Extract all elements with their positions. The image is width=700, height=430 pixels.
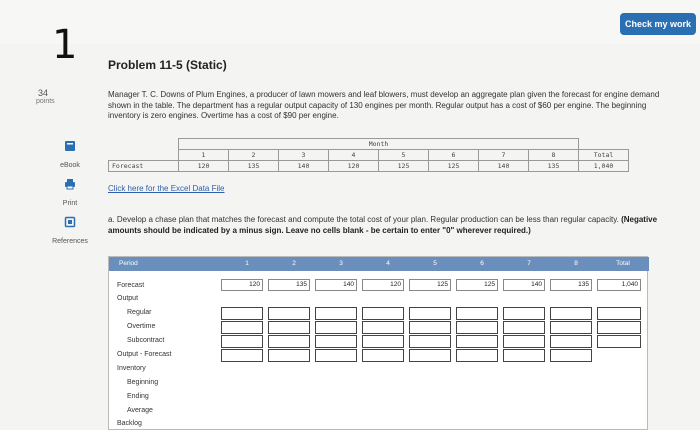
answer-input[interactable]	[362, 321, 404, 334]
total-header: Total	[616, 260, 630, 267]
grid-header	[109, 257, 649, 271]
answer-grid	[108, 256, 648, 430]
answer-input[interactable]	[597, 335, 641, 348]
forecast-cell: 135	[229, 161, 279, 172]
answer-input[interactable]	[362, 349, 404, 362]
row-label-overtime: Overtime	[127, 323, 156, 330]
month-cell: 3	[279, 150, 329, 161]
top-bar	[0, 0, 700, 44]
period-cell: 5	[433, 260, 437, 267]
references-icon	[64, 216, 76, 228]
problem-text: Manager T. C. Downs of Plum Engines, a producer of lawn mowers and leaf blowers, must develop an aggregate plan given the forecast for engine demand shown in the table. The department has a regular output capacity of 130 engines per month. Regular output has a cost of $60 per engine. The beginning inventory is zero engines. Overtime has a cost of $90 per engine.	[108, 90, 660, 120]
forecast-cell: 135	[529, 161, 579, 172]
answer-input[interactable]	[315, 307, 357, 320]
month-cell: 5	[379, 150, 429, 161]
forecast-value: 120	[362, 279, 404, 291]
answer-input[interactable]	[409, 321, 451, 334]
forecast-value: 135	[268, 279, 310, 291]
question-prefix: a. Develop a chase plan that matches the forecast and compute the total cost of your plan. Regular production can be less than regular capacity.	[108, 215, 619, 224]
answer-input[interactable]	[409, 335, 451, 348]
question-number: 1	[52, 22, 78, 68]
answer-input[interactable]	[409, 349, 451, 362]
month-header: Month	[179, 139, 579, 150]
row-label-forecast: Forecast	[117, 282, 145, 289]
book-icon	[64, 140, 76, 152]
answer-input[interactable]	[221, 321, 263, 334]
row-label-average: Average	[127, 407, 153, 414]
forecast-value: 125	[456, 279, 498, 291]
answer-input[interactable]	[503, 307, 545, 320]
period-cell: 7	[527, 260, 531, 267]
answer-input[interactable]	[550, 307, 592, 320]
answer-input[interactable]	[456, 335, 498, 348]
forecast-value: 140	[315, 279, 357, 291]
answer-input[interactable]	[315, 335, 357, 348]
period-cell: 6	[480, 260, 484, 267]
month-cell: 7	[479, 150, 529, 161]
points-label: points	[36, 98, 55, 105]
month-cell: 2	[229, 150, 279, 161]
row-label-subcontract: Subcontract	[127, 337, 165, 344]
forecast-total: 1,040	[579, 161, 629, 172]
forecast-value: 140	[503, 279, 545, 291]
answer-input[interactable]	[456, 349, 498, 362]
sidebar-item-label: Print	[62, 200, 78, 207]
month-cell: 4	[329, 150, 379, 161]
answer-input[interactable]	[597, 307, 641, 320]
total-header: Total	[579, 150, 629, 161]
forecast-value: 135	[550, 279, 592, 291]
forecast-cell: 140	[479, 161, 529, 172]
forecast-value: 120	[221, 279, 263, 291]
sidebar-item-label: References	[52, 238, 88, 245]
answer-input[interactable]	[268, 349, 310, 362]
forecast-cell: 120	[329, 161, 379, 172]
answer-input[interactable]	[315, 349, 357, 362]
answer-input[interactable]	[268, 335, 310, 348]
sidebar-item-ebook[interactable]	[50, 140, 90, 172]
row-label-output-forecast: Output - Forecast	[117, 351, 172, 358]
answer-input[interactable]	[550, 335, 592, 348]
forecast-cell: 125	[379, 161, 429, 172]
row-label-backlog: Backlog	[117, 420, 142, 427]
question-text	[108, 215, 668, 236]
period-cell: 8	[574, 260, 578, 267]
month-cell: 8	[529, 150, 579, 161]
month-cell: 6	[429, 150, 479, 161]
answer-input[interactable]	[362, 335, 404, 348]
forecast-cell: 140	[279, 161, 329, 172]
period-label: Period	[119, 260, 138, 267]
answer-input[interactable]	[550, 349, 592, 362]
answer-input[interactable]	[221, 335, 263, 348]
forecast-cell: 125	[429, 161, 479, 172]
row-label-inventory: Inventory	[117, 365, 146, 372]
row-label-ending: Ending	[127, 393, 149, 400]
answer-input[interactable]	[268, 321, 310, 334]
sidebar-item-references[interactable]	[50, 216, 90, 248]
answer-input[interactable]	[597, 321, 641, 334]
forecast-table	[108, 138, 629, 172]
points-value: 34	[38, 88, 49, 98]
question-instruction: (Negative amounts should be indicated by a minus sign. Leave no cells blank - be certain to enter "0" wherever required.)	[108, 215, 658, 235]
answer-input[interactable]	[268, 307, 310, 320]
answer-input[interactable]	[456, 307, 498, 320]
forecast-value: 125	[409, 279, 451, 291]
period-cell: 4	[386, 260, 390, 267]
row-label-regular: Regular	[127, 309, 152, 316]
period-cell: 3	[339, 260, 343, 267]
check-my-work-button[interactable]: Check my work	[620, 13, 696, 35]
answer-input[interactable]	[362, 307, 404, 320]
period-cell: 2	[292, 260, 296, 267]
printer-icon	[64, 178, 76, 190]
sidebar-item-label: eBook	[60, 162, 80, 169]
answer-input[interactable]	[409, 307, 451, 320]
forecast-cell: 120	[179, 161, 229, 172]
excel-data-link[interactable]: Click here for the Excel Data File	[108, 184, 225, 193]
answer-input[interactable]	[221, 307, 263, 320]
period-cell: 1	[245, 260, 249, 267]
answer-input[interactable]	[503, 321, 545, 334]
answer-input[interactable]	[503, 349, 545, 362]
month-cell: 1	[179, 150, 229, 161]
answer-input[interactable]	[221, 349, 263, 362]
row-label-beginning: Beginning	[127, 379, 159, 386]
answer-input[interactable]	[550, 321, 592, 334]
forecast-total: 1,040	[597, 279, 641, 291]
forecast-row-label: Forecast	[109, 161, 179, 172]
answer-input[interactable]	[315, 321, 357, 334]
answer-input[interactable]	[503, 335, 545, 348]
problem-title: Problem 11-5 (Static)	[108, 58, 227, 72]
row-label-output: Output	[117, 295, 139, 302]
sidebar-item-print[interactable]	[50, 178, 90, 210]
answer-input[interactable]	[456, 321, 498, 334]
